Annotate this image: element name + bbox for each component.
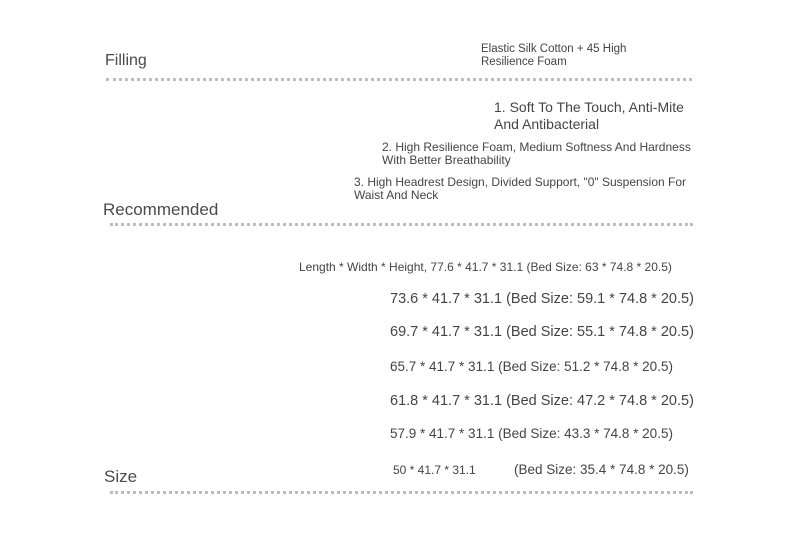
size-option-6-dims: 50 * 41.7 * 31.1 xyxy=(393,463,476,477)
size-option-3: 65.7 * 41.7 * 31.1 (Bed Size: 51.2 * 74.8 * 20.5) xyxy=(390,359,673,374)
filling-label: Filling xyxy=(105,52,147,69)
size-label: Size xyxy=(104,467,138,486)
filling-value: Elastic Silk Cotton + 45 High Resilience Foam xyxy=(481,43,627,68)
recommended-point-3: 3. High Headrest Design, Divided Support, "0" Suspension For Waist And Neck xyxy=(354,175,687,202)
recommended-point-1: 1. Soft To The Touch, Anti-Mite And Antibacterial xyxy=(494,99,684,132)
size-option-4: 61.8 * 41.7 * 31.1 (Bed Size: 47.2 * 74.8 * 20.5) xyxy=(390,393,694,409)
size-header: Length * Width * Height, 77.6 * 41.7 * 31.1 (Bed Size: 63 * 74.8 * 20.5) xyxy=(299,260,672,274)
recommended-point-2: 2. High Resilience Foam, Medium Softness And Hardness With Better Breathability xyxy=(382,140,691,167)
size-option-5: 57.9 * 41.7 * 31.1 (Bed Size: 43.3 * 74.8 * 20.5) xyxy=(390,426,673,441)
recommended-label: Recommended xyxy=(103,200,219,219)
size-option-1: 73.6 * 41.7 * 31.1 (Bed Size: 59.1 * 74.8 * 20.5) xyxy=(390,291,694,307)
size-divider xyxy=(110,491,693,494)
filling-divider xyxy=(106,78,692,81)
recommended-divider xyxy=(110,223,693,226)
size-option-6-bed: (Bed Size: 35.4 * 74.8 * 20.5) xyxy=(514,462,689,477)
size-option-2: 69.7 * 41.7 * 31.1 (Bed Size: 55.1 * 74.8 * 20.5) xyxy=(390,324,694,340)
